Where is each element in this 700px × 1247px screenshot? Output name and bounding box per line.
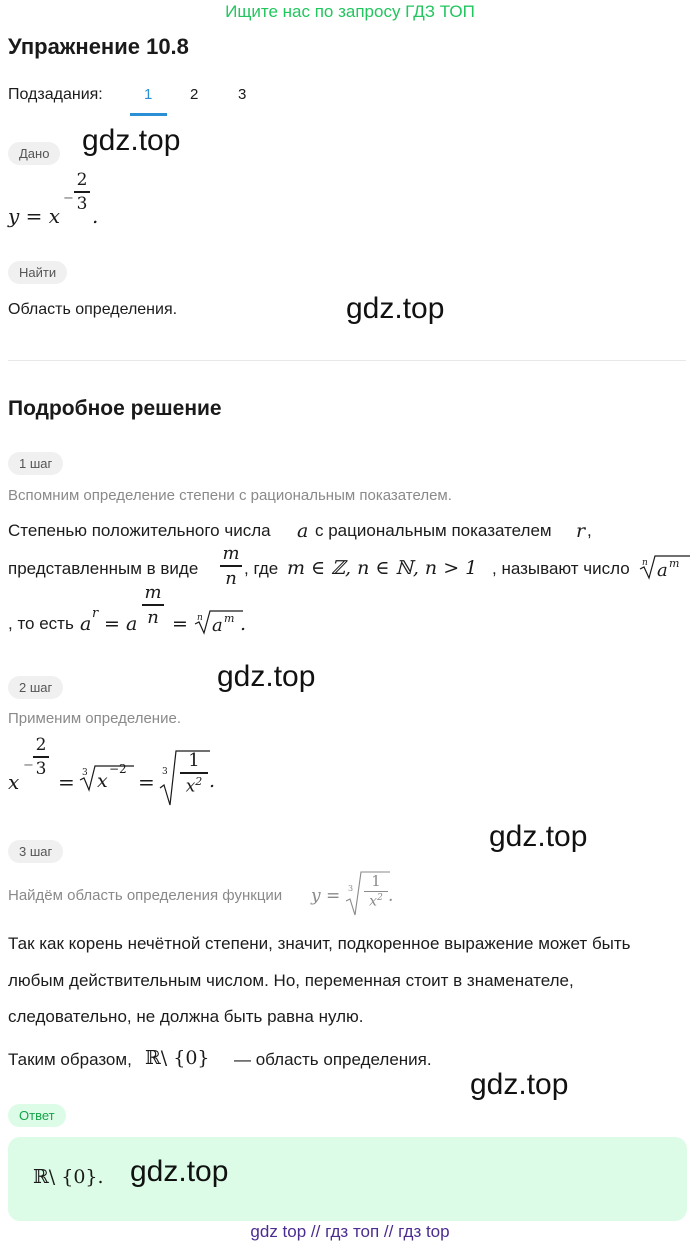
step-2-radicand: x (97, 770, 108, 792)
fraction-bar (33, 756, 49, 758)
fraction-bar (142, 604, 164, 606)
watermark: gdz.top (489, 820, 588, 853)
fraction-denominator: x (185, 776, 196, 797)
answer-value: ℝ\ {0}. (33, 1166, 104, 1188)
page-title: Упражнение 10.8 (8, 34, 189, 59)
section-divider (8, 360, 686, 361)
denominator-exponent: 2 (195, 774, 203, 788)
step-3-hint-dot: . (388, 886, 394, 906)
step-1-eq-a: = a (104, 613, 138, 635)
fraction-bar (364, 891, 388, 892)
step-1-hint: Вспомним определение степени с рациональным показателем. (8, 487, 452, 504)
step-2-exp-sign: − (23, 758, 34, 773)
fraction-bar (74, 191, 90, 193)
step-1-text-f: , то есть (8, 614, 74, 633)
watermark: gdz.top (346, 292, 445, 325)
step-1-var-r: r (576, 520, 586, 542)
step-1-fraction-mn (220, 543, 242, 589)
fraction-bar (220, 565, 242, 567)
top-banner: Ищите нас по запросу ГДЗ ТОП (225, 2, 475, 21)
answer-box (8, 1137, 687, 1221)
step-2-eq1: = (58, 770, 75, 794)
svg-text:a: a (657, 560, 668, 581)
step-2-exponent-fraction (33, 735, 49, 779)
step-3-conclusion-set: ℝ\ {0} (145, 1047, 210, 1069)
watermark: gdz.top (470, 1068, 569, 1101)
step-1-var-a: a (297, 520, 309, 542)
given-chip: Дано (8, 142, 60, 165)
denominator-exponent: 2 (377, 893, 383, 903)
denominator-n: n (225, 567, 237, 589)
step-1-text-c: представленным в виде (8, 559, 199, 578)
step-1-exp-r: r (92, 606, 99, 621)
exp-denominator: 3 (35, 758, 47, 779)
fraction-denominator: x (369, 893, 378, 910)
svg-text:3: 3 (82, 768, 88, 778)
watermark: gdz.top (217, 660, 316, 693)
tab-subtask-2[interactable]: 2 (190, 86, 199, 103)
step-1-text-a: Степенью положительного числа (8, 521, 271, 540)
denominator-n: n (147, 606, 159, 628)
watermark: gdz.top (130, 1155, 229, 1188)
step-3-conclusion-prefix: Таким образом, (8, 1050, 132, 1069)
step-3-conclusion-suffix: — область определения. (234, 1050, 432, 1069)
fraction-bar (180, 772, 208, 774)
step-1-dot: . (240, 613, 247, 635)
footer-links[interactable]: gdz top // гдз топ // гдз top (250, 1222, 450, 1241)
step-2-x: x (8, 770, 20, 794)
step-3-paragraph-line-1: Так как корень нечётной степени, значит, подкоренное выражение может быть (8, 934, 631, 953)
active-tab-indicator (130, 113, 167, 116)
step-1-text-d: , где (244, 559, 279, 578)
subtasks-label: Подзадания: (8, 86, 103, 103)
nth-root-a-m-icon (193, 608, 245, 636)
step-3-hint-fraction (364, 872, 388, 910)
numerator-m: m (222, 543, 240, 564)
given-exponent-fraction (74, 170, 90, 214)
numerator-m: m (144, 582, 162, 603)
given-exp-denominator: 3 (76, 193, 88, 214)
step-2-radicand-exp: −2 (109, 762, 127, 776)
step-2-chip: 2 шаг (8, 676, 63, 699)
tab-subtask-3[interactable]: 3 (238, 86, 247, 103)
given-exp-sign: − (63, 191, 74, 206)
svg-text:3: 3 (162, 767, 168, 777)
fraction-numerator: 1 (188, 750, 200, 771)
step-1-text-e: , называют число (492, 559, 630, 578)
svg-text:m: m (224, 612, 235, 625)
svg-text:3: 3 (348, 884, 354, 893)
find-text: Область определения. (8, 301, 178, 318)
fraction-numerator: 1 (371, 872, 381, 890)
step-1-conditions: m ∈ ℤ, n ∈ ℕ, n > 1 (287, 557, 478, 579)
step-2-fraction (180, 750, 208, 796)
step-1-base-a: a (80, 613, 92, 635)
step-2-dot: . (209, 770, 216, 792)
step-1-eq: = (172, 613, 188, 635)
step-3-chip: 3 шаг (8, 840, 63, 863)
step-2-hint: Применим определение. (8, 710, 181, 727)
given-formula-lhs: y = x (8, 204, 61, 228)
svg-text:a: a (212, 615, 223, 636)
tab-subtask-1[interactable]: 1 (144, 86, 153, 103)
solution-title: Подробное решение (8, 397, 222, 420)
step-3-paragraph-line-2: любым действительным числом. Но, переменная стоит в знаменателе, (8, 971, 574, 990)
step-1-comma: , (587, 521, 592, 540)
step-1-exponent-fraction (142, 582, 164, 628)
nth-root-a-m-icon (638, 553, 690, 581)
step-3-hint: Найдём область определения функции (8, 887, 283, 904)
step-3-paragraph-line-3: следовательно, не должна быть равна нулю. (8, 1007, 364, 1026)
step-1-chip: 1 шаг (8, 452, 63, 475)
svg-text:m: m (669, 557, 680, 570)
watermark: gdz.top (82, 124, 181, 157)
step-1-text-b: с рациональным показателем (315, 521, 552, 540)
find-chip: Найти (8, 261, 67, 284)
given-exp-numerator: 2 (76, 170, 88, 190)
given-dot: . (92, 204, 99, 228)
exp-numerator: 2 (35, 735, 47, 755)
step-3-hint-y: y = (311, 886, 341, 906)
answer-chip: Ответ (8, 1104, 66, 1127)
svg-text:n: n (642, 558, 648, 568)
svg-text:n: n (197, 613, 203, 623)
step-2-eq2: = (138, 770, 155, 794)
